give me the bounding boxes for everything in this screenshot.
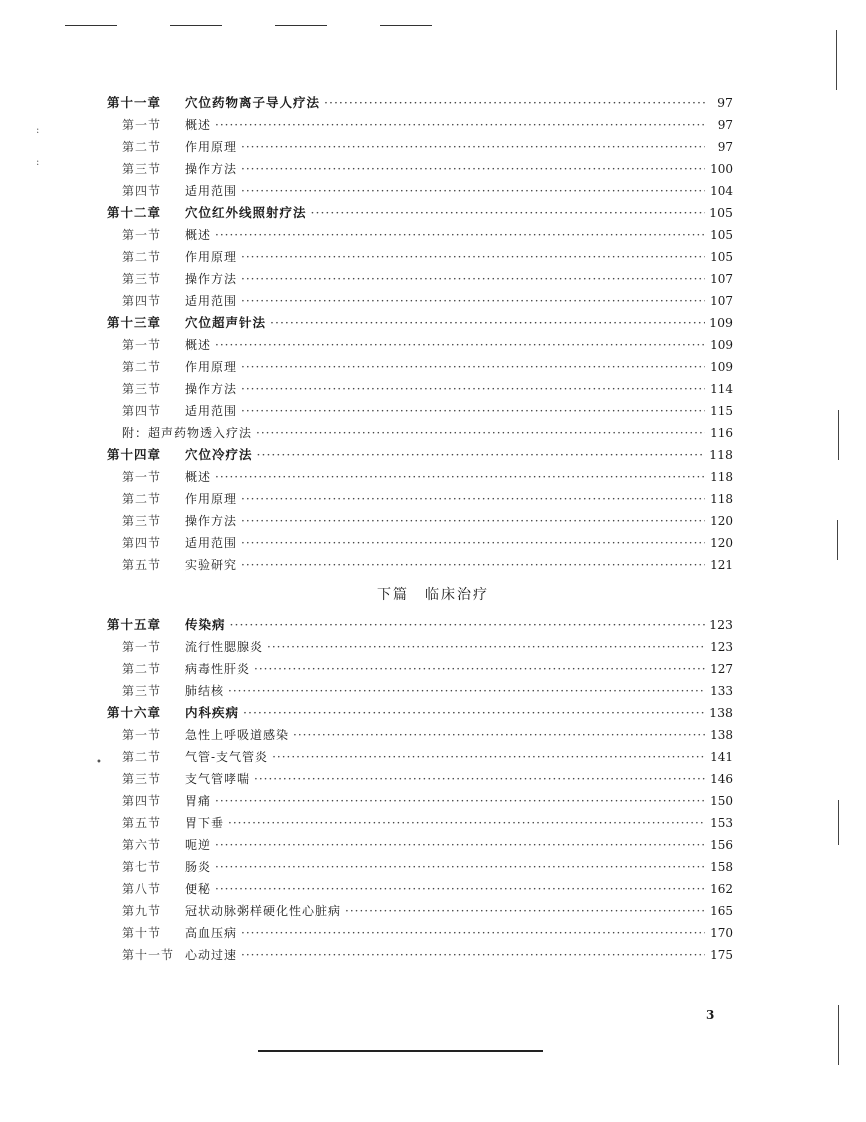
dot-leader [293,724,705,746]
toc-entry-page: 100 [710,162,733,176]
toc-entry-title: 适用范围 [185,184,238,198]
dot-leader [241,356,705,378]
toc-entry-label: 第四节 [122,794,162,808]
toc-entry-title: 概述 [185,228,212,242]
toc-entry-title: 肺结核 [185,684,225,698]
dot-leader [324,92,705,114]
toc-chapter-row [0,444,866,466]
toc-entry-title: 胃下垂 [185,816,225,830]
toc-entry-title: 概述 [185,118,212,132]
toc-entry-title: 气管-支气管炎 [185,750,269,764]
dot-leader [241,378,705,400]
toc-entry-page: 175 [710,948,733,962]
toc-section-row [0,334,866,356]
toc-entry-title: 心动过速 [185,948,238,962]
header-rule [65,25,117,26]
toc-entry-page: 118 [710,492,733,506]
toc-section-row [0,246,866,268]
dot-leader [215,856,705,878]
toc-entry-page: 115 [710,404,733,418]
toc-entry-page: 109 [710,360,733,374]
toc-section-row [0,790,866,812]
toc-entry-label: 第一节 [122,640,162,654]
toc-entry-title: 适用范围 [185,404,238,418]
header-rule [380,25,432,26]
toc-section-row [0,290,866,312]
toc-entry-page: 105 [710,228,733,242]
toc-entry-title: 呃逆 [185,838,212,852]
toc-entry-page: 127 [710,662,733,676]
toc-entry-page: 118 [709,447,733,462]
toc-entry-label: 第一节 [122,338,162,352]
toc-entry-page: 165 [710,904,733,918]
toc-entry-label: 第一节 [122,228,162,242]
binding-edge-line [836,30,837,90]
dot-leader [345,900,705,922]
toc-entry-page: 156 [710,838,733,852]
toc-entry-page: 109 [709,315,733,330]
toc-entry-page: 153 [710,816,733,830]
toc-section-row [0,268,866,290]
toc-entry-title: 高血压病 [185,926,238,940]
toc-entry-title: 便秘 [185,882,212,896]
toc-entry-title: 操作方法 [185,514,238,528]
dot-leader [241,944,705,966]
toc-entry-title: 穴位冷疗法 [185,447,253,462]
toc-entry-label: 第二节 [122,750,162,764]
toc-entry-page: 97 [717,140,733,154]
toc-entry-title: 作用原理 [185,492,238,506]
toc-entry-label: 第九节 [122,904,162,918]
toc-entry-title: 操作方法 [185,162,238,176]
toc-entry-page: 146 [710,772,733,786]
toc-chapter-row [0,312,866,334]
toc-entry-page: 150 [710,794,733,808]
toc-entry-label: 第八节 [122,882,162,896]
toc-entry-page: 141 [710,750,733,764]
toc-section-row [0,900,866,922]
toc-section-row [0,554,866,576]
dot-leader [215,878,705,900]
toc-entry-page: 120 [710,514,733,528]
toc-entry-title: 操作方法 [185,272,238,286]
toc-entry-label: 第十三章 [107,315,162,330]
dot-leader [215,114,705,136]
toc-entry-label: 第二节 [122,250,162,264]
dot-leader [215,790,705,812]
toc-entry-title: 作用原理 [185,140,238,154]
toc-chapter-row [0,614,866,636]
dot-leader [243,702,705,724]
binding-edge-line [838,1005,839,1065]
toc-entry-label: 第三节 [122,684,162,698]
dot-leader [257,444,705,466]
toc-section-row [0,922,866,944]
toc-chapter-row [0,92,866,114]
toc-entry-label: 第三节 [122,272,162,286]
toc-entry-title: 概述 [185,338,212,352]
toc-section-row [0,812,866,834]
dot-leader [254,658,705,680]
toc-entry-page: 123 [709,617,733,632]
dot-leader [241,246,705,268]
dot-leader [267,636,705,658]
toc-section-row [0,466,866,488]
table-of-contents [0,92,866,966]
toc-section-row [0,158,866,180]
toc-entry-title: 作用原理 [185,250,238,264]
toc-entry-title: 作用原理 [185,360,238,374]
page-number: 3 [706,1008,715,1022]
toc-entry-label: 第四节 [122,404,162,418]
toc-entry-page: 162 [710,882,733,896]
toc-entry-label: 第三节 [122,514,162,528]
toc-entry-page: 114 [710,382,733,396]
toc-entry-title: 内科疾病 [185,705,240,720]
dot-leader [272,746,705,768]
toc-entry-label: 第一节 [122,728,162,742]
toc-entry-title: 附：超声药物透入疗法 [122,426,253,440]
toc-section-row [0,400,866,422]
scan-speck: : [36,157,40,168]
toc-section-row [0,944,866,966]
toc-section-row [0,724,866,746]
toc-entry-label: 第三节 [122,382,162,396]
toc-entry-label: 第四节 [122,536,162,550]
toc-entry-title: 适用范围 [185,294,238,308]
toc-entry-label: 第七节 [122,860,162,874]
toc-entry-label: 第十五章 [107,617,162,632]
toc-entry-title: 穴位红外线照射疗法 [185,205,307,220]
toc-entry-page: 118 [710,470,733,484]
toc-entry-label: 第五节 [122,816,162,830]
toc-entry-title: 急性上呼吸道感染 [185,728,290,742]
header-rule [275,25,327,26]
toc-entry-title: 概述 [185,470,212,484]
dot-leader [215,834,705,856]
toc-entry-page: 116 [710,426,733,440]
toc-entry-label: 第一节 [122,118,162,132]
toc-section-row [0,180,866,202]
part-title: 临床治疗 [425,587,489,603]
dot-leader [241,922,705,944]
dot-leader [230,614,705,636]
toc-section-row [0,224,866,246]
dot-leader [241,488,705,510]
toc-entry-label: 第十六章 [107,705,162,720]
dot-leader [215,466,705,488]
footer-rule [258,1050,543,1052]
toc-entry-title: 支气管哮喘 [185,772,251,786]
toc-entry-label: 第四节 [122,294,162,308]
toc-entry-page: 170 [710,926,733,940]
toc-section-row [0,856,866,878]
toc-entry-title: 操作方法 [185,382,238,396]
toc-entry-page: 138 [710,728,733,742]
toc-chapter-row [0,202,866,224]
toc-section-row [0,680,866,702]
toc-entry-label: 第十节 [122,926,162,940]
toc-entry-page: 97 [717,95,733,110]
toc-section-row [0,488,866,510]
dot-leader [241,268,705,290]
toc-section-row [0,658,866,680]
toc-entry-label: 第二节 [122,492,162,506]
dot-leader [256,422,705,444]
toc-entry-title: 流行性腮腺炎 [185,640,264,654]
toc-entry-page: 97 [717,118,733,132]
dot-leader [215,334,705,356]
toc-section-row [0,114,866,136]
toc-entry-label: 第三节 [122,772,162,786]
toc-entry-title: 传染病 [185,617,226,632]
toc-entry-title: 穴位药物离子导人疗法 [185,95,321,110]
scan-speck: : [36,125,40,136]
toc-entry-label: 第十二章 [107,205,162,220]
dot-leader [241,158,705,180]
dot-leader [241,180,705,202]
toc-entry-label: 第十一章 [107,95,162,110]
dot-leader [311,202,705,224]
toc-section-row [0,378,866,400]
dot-leader [241,136,705,158]
toc-entry-page: 120 [710,536,733,550]
toc-entry-page: 105 [710,250,733,264]
toc-entry-label: 第十一节 [122,948,175,962]
toc-entry-title: 肠炎 [185,860,212,874]
part-heading [0,576,866,614]
toc-entry-page: 105 [709,205,733,220]
toc-entry-label: 第二节 [122,662,162,676]
toc-section-row [0,510,866,532]
toc-entry-page: 104 [710,184,733,198]
toc-entry-label: 第三节 [122,162,162,176]
toc-appendix-row [0,422,866,444]
toc-entry-page: 138 [709,705,733,720]
toc-entry-page: 121 [710,558,733,572]
dot-leader [241,554,705,576]
dot-leader [241,400,705,422]
dot-leader [241,290,705,312]
toc-section-row [0,356,866,378]
toc-entry-page: 109 [710,338,733,352]
toc-entry-label: 第五节 [122,558,162,572]
dot-leader [228,680,705,702]
toc-entry-title: 穴位超声针法 [185,315,267,330]
toc-entry-page: 107 [710,294,733,308]
toc-entry-title: 病毒性肝炎 [185,662,251,676]
toc-entry-label: 第一节 [122,470,162,484]
dot-leader [254,768,705,790]
dot-leader [228,812,705,834]
toc-section-row [0,834,866,856]
toc-entry-label: 第二节 [122,360,162,374]
toc-entry-title: 实验研究 [185,558,238,572]
dot-leader [215,224,705,246]
toc-entry-label: 第二节 [122,140,162,154]
scan-speck: • [96,757,102,768]
dot-leader [270,312,705,334]
toc-entry-title: 适用范围 [185,536,238,550]
toc-section-row [0,746,866,768]
toc-entry-title: 胃痛 [185,794,212,808]
toc-entry-page: 107 [710,272,733,286]
part-label: 下篇 [377,587,409,603]
toc-entry-page: 158 [710,860,733,874]
dot-leader [241,532,705,554]
dot-leader [241,510,705,532]
toc-entry-label: 第十四章 [107,447,162,462]
toc-entry-label: 第六节 [122,838,162,852]
toc-entry-title: 冠状动脉粥样硬化性心脏病 [185,904,342,918]
toc-section-row [0,636,866,658]
toc-entry-page: 133 [710,684,733,698]
toc-section-row [0,136,866,158]
toc-entry-page: 123 [710,640,733,654]
toc-entry-label: 第四节 [122,184,162,198]
toc-section-row [0,768,866,790]
toc-section-row [0,532,866,554]
toc-chapter-row [0,702,866,724]
header-rule [170,25,222,26]
toc-section-row [0,878,866,900]
